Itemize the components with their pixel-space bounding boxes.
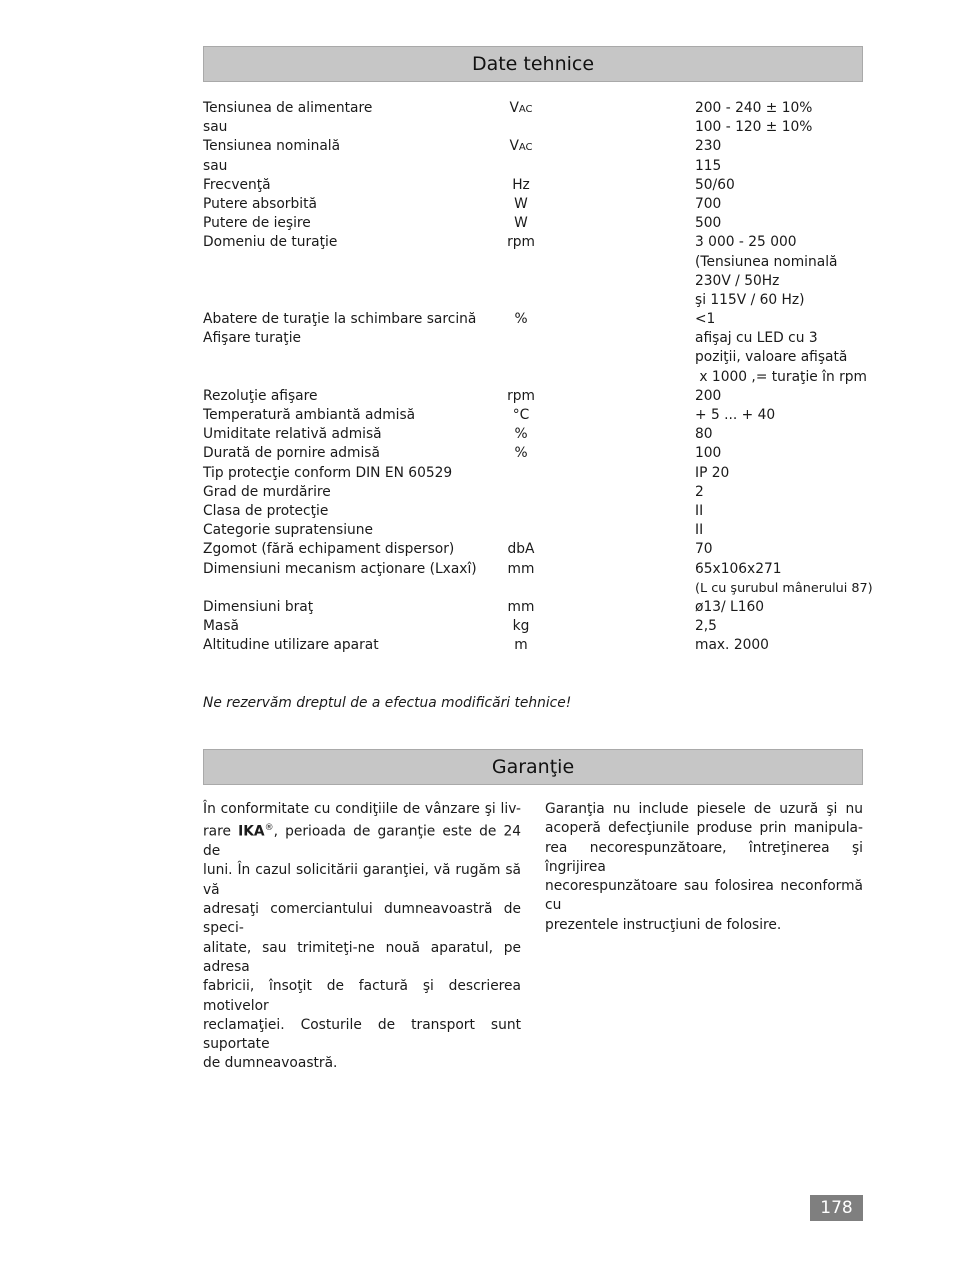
spec-unit-main: V [509,100,519,116]
spec-label: Putere de ieşire [203,215,311,232]
spec-value: 115 [695,157,722,174]
spec-value: 2 [695,483,704,500]
spec-row [203,444,863,463]
spec-value: 3 000 - 25 000 [695,234,797,251]
spec-row [203,118,863,137]
spec-unit [493,617,549,636]
spec-label: Clasa de protecţie [203,502,329,519]
spec-row [203,348,863,367]
spec-value: max. 2000 [695,637,769,654]
spec-value: 100 - 120 ± 10% [695,119,813,136]
spec-value: şi 115V / 60 Hz) [695,291,805,308]
spec-value: 700 [695,195,722,212]
spec-value: (Tensiunea nominală [695,253,838,270]
spec-label: Afişare turaţie [203,330,302,347]
technical-data-table [203,99,873,655]
spec-unit [493,406,549,425]
section-title-warranty: Garanţie [203,749,863,785]
spec-label: Durată de pornire admisă [203,445,380,462]
spec-label: Putere absorbită [203,195,317,212]
spec-value: II [695,522,704,539]
spec-label: Frecvenţă [203,176,271,193]
warranty-right-line: acoperă defecţiunile produse prin manipula- [545,820,863,837]
spec-row [203,233,863,252]
spec-value: x 1000 ,= turaţie în rpm [695,368,867,385]
spec-value: IP 20 [695,464,730,481]
spec-value: 500 [695,215,722,232]
spec-row [203,176,863,195]
page-number: 178 [810,1195,863,1221]
spec-unit [493,99,549,119]
spec-unit [493,233,549,252]
spec-row [203,579,873,598]
spec-row [203,368,867,387]
warranty-right-line: prezentele instrucţiuni de folosire. [545,916,782,933]
spec-row [203,521,863,540]
spec-value: (L cu şurubul mânerului 87) [695,580,873,596]
spec-label: Tensiunea de alimentare [203,100,373,116]
spec-unit-main: rpm [507,387,535,404]
spec-label: Altitudine utilizare aparat [203,637,379,654]
spec-unit-main: rpm [507,234,535,251]
spec-unit-main: kg [512,618,530,635]
spec-value: 200 [695,387,722,404]
spec-row [203,157,863,176]
spec-row [203,253,863,272]
spec-row [203,214,863,233]
spec-value: 50/60 [695,176,735,193]
spec-row [203,310,863,329]
spec-value: 70 [695,541,713,558]
warranty-left-line [203,819,521,861]
spec-row [203,329,863,348]
spec-value: afişaj cu LED cu 3 [695,330,818,347]
spec-value: <1 [695,311,716,328]
spec-label: sau [203,157,228,174]
spec-unit [493,214,549,233]
spec-label: Dimensiuni braţ [203,598,314,615]
spec-row [203,137,863,156]
registered-mark: ® [264,823,274,834]
brand-name: IKA [238,823,265,840]
warranty-left-line: adresaţi comerciantului dumneavoastră de speci- [203,901,521,937]
spec-label: Categorie supratensiune [203,522,374,539]
spec-label: Masă [203,618,240,635]
spec-label: Zgomot (fără echipament dispersor) [203,541,455,558]
spec-unit-sub: AC [518,142,533,154]
spec-unit-main: dbA [507,541,535,558]
spec-label: Umiditate relativă admisă [203,426,382,443]
warranty-right-line: Garanţia nu include piesele de uzură şi nu [545,801,863,817]
spec-unit-main: % [514,311,528,328]
spec-value: II [695,502,704,519]
spec-unit-main: % [514,426,528,443]
spec-label: Domeniu de turaţie [203,234,338,251]
disclaimer-note: Ne rezervăm dreptul de a efectua modificări tehnice! [203,695,572,711]
spec-label: Temperatură ambiantă admisă [203,407,416,423]
spec-label: Tip protecţie conform DIN EN 60529 [203,464,453,481]
spec-unit [493,310,549,329]
spec-unit-main: W [514,215,528,232]
warranty-text-left [203,800,521,1074]
spec-row [203,406,863,425]
spec-row [203,598,863,617]
warranty-left-line-part: , perioada de garanţie este de 24 de [203,823,522,860]
warranty-right-line: rea necorespunzătoare, întreţinerea şi îngrijirea [545,839,863,875]
spec-value: 230 [695,138,722,155]
spec-unit-main: mm [507,598,535,615]
spec-row [203,617,863,636]
spec-unit-sub: AC [518,104,533,115]
spec-value: 100 [695,445,722,462]
spec-unit-main: V [509,138,519,155]
spec-row [203,425,863,444]
spec-unit-main: % [514,445,528,462]
spec-row [203,636,863,655]
warranty-left-line: reclamaţiei. Costurile de transport sunt suportate [203,1016,521,1053]
spec-row [203,99,863,118]
spec-row [203,272,863,291]
spec-unit-main: mm [507,560,535,577]
spec-unit [493,598,549,617]
spec-row [203,464,863,483]
spec-unit [493,195,549,214]
warranty-left-line-part: rare [203,823,239,840]
spec-value: 65x106x271 [695,560,782,577]
spec-unit [493,540,549,559]
spec-value: poziţii, valoare afişată [695,349,848,366]
spec-unit [493,560,549,579]
warranty-left-line: alitate, sau trimiteţi-ne nouă aparatul, pe adresa [203,939,521,975]
spec-value: 80 [695,426,713,443]
warranty-left-line: luni. În cazul solicitării garanţiei, vă rugăm să vă [203,862,521,898]
spec-row [203,560,863,579]
spec-unit-main: Hz [512,176,530,193]
spec-row [203,291,863,310]
spec-row [203,540,863,559]
spec-unit [493,425,549,444]
warranty-left-line: fabricii, însoţit de factură şi descrierea motivelor [203,978,521,1014]
spec-unit [493,387,549,406]
warranty-text-right [545,800,863,935]
spec-unit [493,176,549,195]
warranty-left-line: de dumneavoastră. [203,1055,338,1072]
spec-unit [493,636,549,655]
spec-value: 200 - 240 ± 10% [695,100,813,116]
spec-label: Tensiunea nominală [203,138,341,155]
spec-value: ø13/ L160 [695,598,765,615]
spec-value: 230V / 50Hz [695,272,780,289]
spec-unit [493,444,549,463]
spec-unit-main: °C [512,407,530,423]
section-title-technical-data: Date tehnice [203,46,863,82]
spec-row [203,387,863,406]
spec-label: Grad de murdărire [203,483,331,500]
spec-label: Rezoluţie afişare [203,387,318,404]
spec-label: Dimensiuni mecanism acţionare (Lxaxî) [203,560,477,577]
spec-unit [493,137,549,157]
spec-unit-main: m [514,637,528,654]
spec-label: sau [203,119,228,136]
spec-value: 2,5 [695,618,717,635]
warranty-right-line: necorespunzătoare sau folosirea neconformă cu [545,878,863,914]
spec-unit-main: W [514,195,528,212]
spec-label: Abatere de turaţie la schimbare sarcină [203,311,477,328]
spec-row [203,502,863,521]
spec-row [203,483,863,502]
spec-row [203,195,863,214]
spec-value: + 5 ... + 40 [695,407,776,423]
warranty-left-line: În conformitate cu condiţiile de vânzare şi liv- [203,801,521,817]
